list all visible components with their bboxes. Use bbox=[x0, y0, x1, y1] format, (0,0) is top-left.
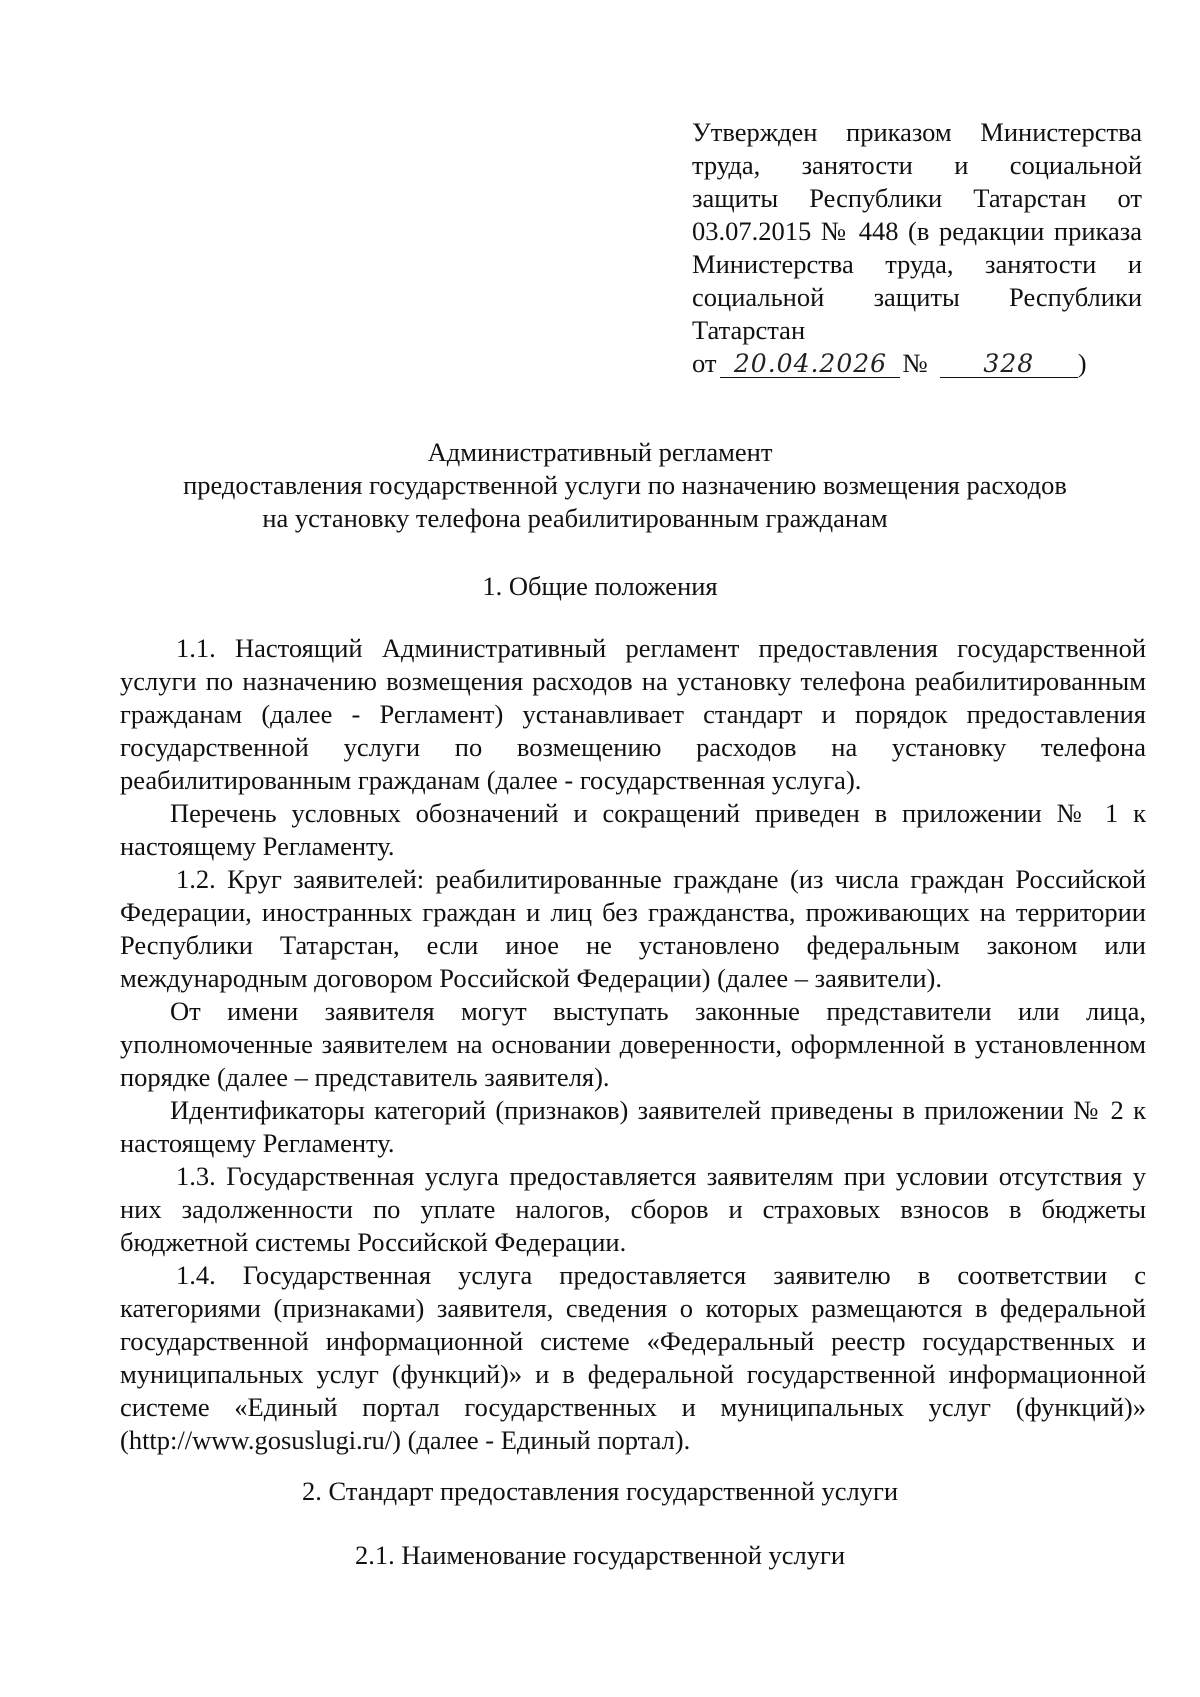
handwritten-number: 328 bbox=[940, 351, 1078, 378]
section-heading: 2. Стандарт предоставления государственной услуги bbox=[301, 1476, 899, 1506]
document-title: Административный регламент bbox=[427, 437, 773, 467]
paragraph: Идентификаторы категорий (признаков) заявителей приведены в приложении № 2 к настоящему Регламенту. bbox=[120, 1095, 1146, 1158]
paragraph: 1.4. Государственная услуга предоставляется заявителю в соответствии с категориями (признаками) заявителя, сведения о которых размещаются в федеральной государственной информационной системе «Федеральный реестр государственных и муниципальных услуг (функций)» и в федеральной государственной информационной системе «Единый портал государственных и муниципальных услуг (функций)» (http://www.gosuslugi.ru/) (далее - Единый портал). bbox=[120, 1260, 1146, 1455]
close-paren: ) bbox=[1077, 348, 1087, 378]
handwritten-date: 20.04.2026 bbox=[720, 351, 900, 378]
document-subtitle: на установку телефона реабилитированным гражданам bbox=[262, 503, 888, 533]
paragraph: 1.2. Круг заявителей: реабилитированные граждане (из числа граждан Российской Федерации, иностранных граждан и лиц без гражданства, проживающих на территории Республики Татарстан, если иное не установлено федеральным законом или международным договором Российской Федерации) (далее – заявители). bbox=[120, 864, 1146, 993]
approval-line: 03.07.2015 № 448 (в редакции приказа bbox=[692, 216, 1142, 246]
number-sign: № bbox=[902, 348, 928, 378]
approval-date-line bbox=[692, 347, 1142, 380]
approval-line: Утвержден приказом Министерства bbox=[692, 117, 1142, 147]
approval-line: защиты Республики Татарстан от bbox=[692, 183, 1142, 213]
approval-line: социальной защиты Республики bbox=[692, 282, 1142, 312]
paragraph: Перечень условных обозначений и сокращений приведен в приложении № 1 к настоящему Регламенту. bbox=[120, 798, 1146, 861]
section-heading: 1. Общие положения bbox=[482, 571, 718, 601]
paragraph: От имени заявителя могут выступать законные представители или лица, уполномоченные заявителем на основании доверенности, оформленной в установленном порядке (далее – представитель заявителя). bbox=[120, 996, 1146, 1092]
paragraph: 1.1. Настоящий Административный регламент предоставления государственной услуги по назначению возмещения расходов на установку телефона реабилитированным гражданам (далее - Регламент) устанавливает стандарт и порядок предоставления государственной услуги по возмещению расходов на установку телефона реабилитированным гражданам (далее - государственная услуга). bbox=[120, 633, 1146, 795]
subsection-heading: 2.1. Наименование государственной услуги bbox=[354, 1540, 846, 1570]
date-prefix: от bbox=[692, 348, 717, 378]
approval-line: Министерства труда, занятости и bbox=[692, 249, 1142, 279]
approval-block bbox=[692, 116, 1142, 380]
approval-line: Татарстан bbox=[692, 315, 806, 345]
section1-body bbox=[120, 632, 1146, 1457]
approval-line: труда, занятости и социальной bbox=[692, 150, 1142, 180]
paragraph: 1.3. Государственная услуга предоставляется заявителям при условии отсутствия у них задолженности по уплате налогов, сборов и страховых взносов в бюджеты бюджетной системы Российской Федерации. bbox=[120, 1161, 1146, 1257]
document-subtitle: предоставления государственной услуги по назначению возмещения расходов bbox=[183, 470, 1067, 500]
